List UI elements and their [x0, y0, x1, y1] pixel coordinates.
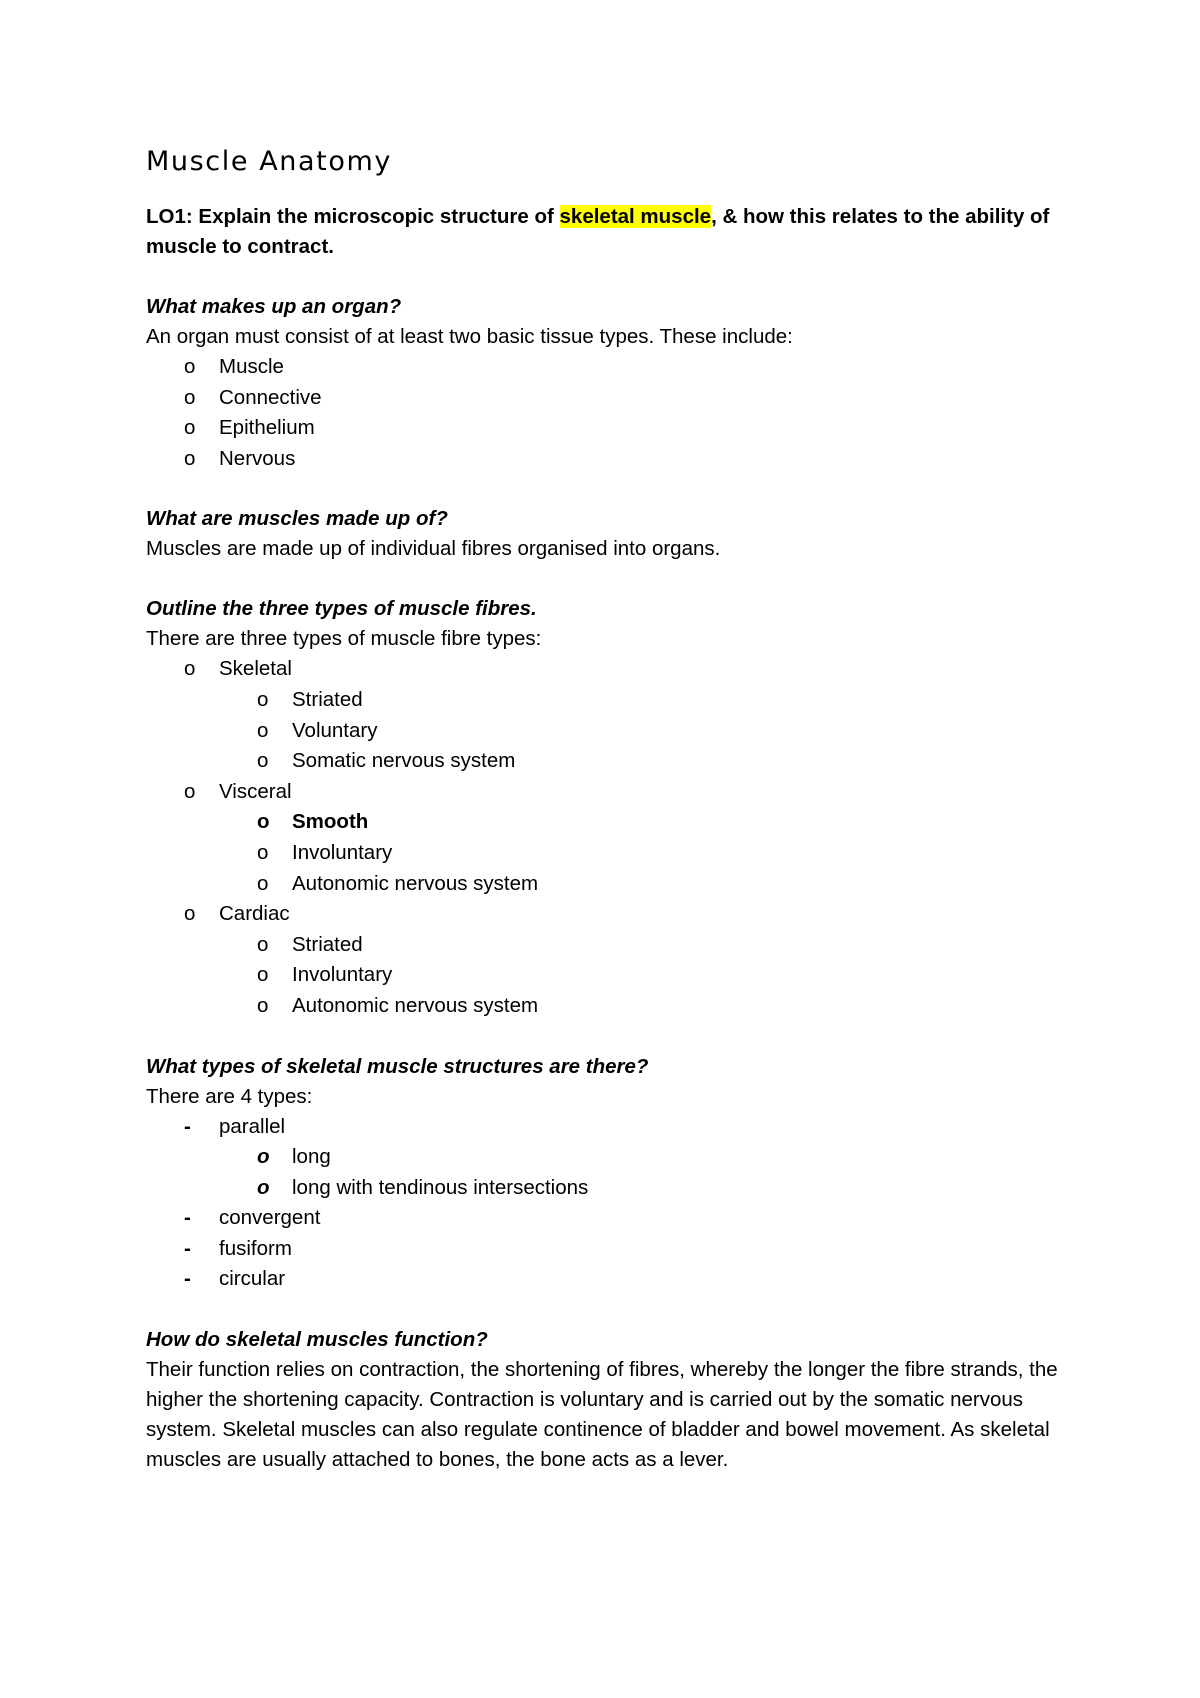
circle-bullet-icon: o	[257, 687, 269, 711]
sub-list-item	[146, 1173, 1076, 1204]
structure-list	[146, 1112, 1076, 1296]
dash-bullet-icon: -	[184, 1114, 191, 1138]
list-item-text: circular	[219, 1267, 286, 1291]
answer-fibre-types: There are three types of muscle fibre types:	[146, 627, 542, 651]
sub-list-item	[146, 746, 1076, 777]
lo-text-suffix: , & how this relates to the ability of muscle to contract.	[146, 205, 1050, 258]
answer-muscles: Muscles are made up of individual fibres organised into organs.	[146, 537, 721, 561]
circle-bullet-icon: o	[184, 446, 196, 470]
list-item-text: Skeletal	[219, 657, 292, 681]
circle-bullet-icon: o	[257, 871, 269, 895]
circle-bullet-icon: o	[184, 355, 196, 378]
question-organ: What makes up an organ?	[146, 295, 402, 318]
list-item	[146, 654, 1076, 685]
list-item-text: Involuntary	[292, 840, 393, 864]
list-item	[146, 1264, 1076, 1295]
list-item-text: Nervous	[219, 446, 296, 470]
list-item-text: Autonomic nervous system	[292, 993, 539, 1017]
dash-bullet-icon: -	[184, 1206, 191, 1230]
list-item-text: Cardiac	[219, 902, 290, 926]
circle-bullet-icon: o	[184, 385, 196, 409]
circle-bullet-icon: o	[257, 932, 269, 956]
document-title: Muscle Anatomy	[146, 146, 392, 177]
question-fibre-types: Outline the three types of muscle fibres.	[146, 597, 537, 621]
list-item-text: long	[292, 1145, 331, 1169]
list-item-text: Voluntary	[292, 718, 378, 742]
circle-bullet-icon: o	[257, 749, 269, 773]
list-item-text: Striated	[292, 687, 363, 711]
list-item-text: Smooth	[292, 810, 369, 834]
list-item	[146, 444, 1076, 475]
question-function: How do skeletal muscles function?	[146, 1328, 488, 1352]
answer-function: Their function relies on contraction, the shortening of fibres, whereby the longer the fibre strands, the higher the shortening capacity. Contraction is voluntary and is carried out by the somatic nervous system. Skeletal muscles can also regulate continence of bladder and bowel movement. As skeletal muscles are usually attached to bones, the bone acts as a lever.	[146, 1358, 1058, 1472]
list-item-text: Somatic nervous system	[292, 749, 516, 773]
list-item	[146, 383, 1076, 414]
circle-bullet-icon: o	[257, 1145, 270, 1169]
sub-list-item	[146, 930, 1076, 961]
answer-structures: There are 4 types:	[146, 1084, 313, 1108]
question-structures: What types of skeletal muscle structures are there?	[146, 1054, 649, 1078]
sub-list-item	[146, 838, 1076, 869]
list-item-text: parallel	[219, 1114, 286, 1138]
sub-list-item	[146, 716, 1076, 747]
learning-objective	[146, 202, 1076, 262]
list-item	[146, 413, 1076, 444]
circle-bullet-icon: o	[257, 810, 270, 834]
sub-list-item	[146, 1142, 1076, 1173]
question-muscles: What are muscles made up of?	[146, 507, 448, 531]
document-body	[146, 142, 1076, 1475]
sub-list-item	[146, 685, 1076, 716]
list-item	[146, 352, 1076, 383]
list-item-text: long with tendinous intersections	[292, 1175, 589, 1199]
circle-bullet-icon: o	[184, 779, 196, 803]
circle-bullet-icon: o	[257, 840, 269, 864]
circle-bullet-icon: o	[257, 993, 269, 1017]
circle-bullet-icon: o	[184, 657, 196, 681]
circle-bullet-icon: o	[257, 718, 269, 742]
dash-bullet-icon: -	[184, 1267, 191, 1291]
list-item-text: Striated	[292, 932, 363, 956]
list-item-text: Visceral	[219, 779, 292, 803]
list-item-text: Muscle	[219, 355, 284, 378]
list-item-text: convergent	[219, 1206, 321, 1230]
circle-bullet-icon: o	[184, 902, 196, 926]
list-item	[146, 1203, 1076, 1234]
lo-text-prefix: LO1: Explain the microscopic structure of	[146, 205, 560, 228]
list-item-text: fusiform	[219, 1236, 292, 1260]
circle-bullet-icon: o	[257, 963, 269, 987]
sub-list-item	[146, 869, 1076, 900]
sub-list-item	[146, 807, 1076, 838]
lo-highlight: skeletal muscle	[559, 205, 712, 228]
list-item-text: Involuntary	[292, 963, 393, 987]
fibre-type-list	[146, 654, 1076, 1021]
list-item	[146, 777, 1076, 808]
circle-bullet-icon: o	[257, 1175, 270, 1199]
list-item	[146, 1112, 1076, 1143]
circle-bullet-icon: o	[184, 416, 196, 440]
list-item	[146, 1234, 1076, 1265]
answer-organ: An organ must consist of at least two basic tissue types. These include:	[146, 325, 793, 348]
dash-bullet-icon: -	[184, 1236, 191, 1260]
sub-list-item	[146, 991, 1076, 1022]
list-item	[146, 899, 1076, 930]
list-item-text: Autonomic nervous system	[292, 871, 539, 895]
sub-list-item	[146, 960, 1076, 991]
list-item-text: Epithelium	[219, 416, 315, 440]
tissue-type-list	[146, 352, 1076, 474]
list-item-text: Connective	[219, 385, 322, 409]
